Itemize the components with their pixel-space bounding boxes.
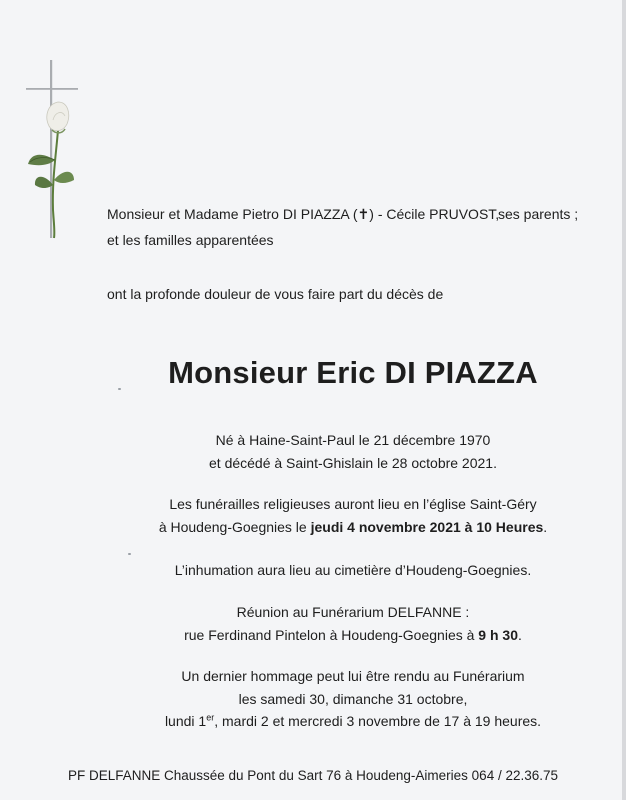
scan-speck (118, 388, 121, 390)
funeral-home-footer: PF DELFANNE Chaussée du Pont du Sart 76 à Houdeng-Aimeries 064 / 22.36.75 (67, 768, 559, 783)
parents-line (107, 206, 499, 223)
latin-cross-icon: ✝ (357, 206, 370, 222)
homage-line-1: Un dernier hommage peut lui être rendu au Funérarium (181, 668, 525, 684)
deceased-name: Monsieur Eric DI PIAZZA (168, 355, 538, 390)
parents-suffix: ) - Cécile PRUVOST, (369, 206, 500, 222)
parents-prefix: Monsieur et Madame Pietro DI PIAZZA ( (107, 206, 358, 222)
homage-line-2: les samedi 30, dimanche 31 octobre, (238, 691, 468, 707)
homage-suffix: , mardi 2 et mercredi 3 novembre de 17 à 19 heures. (214, 713, 542, 729)
parents-role: ses parents ; (498, 206, 579, 222)
meeting-line-1: Réunion au Funérarium DELFANNE : (236, 604, 470, 620)
families-line: et les familles apparentées (107, 232, 274, 248)
homage-line-3 (60, 713, 626, 729)
homage-superscript: er (206, 712, 215, 723)
funeral-prefix: à Houdeng-Goegnies le (158, 519, 311, 535)
meeting-line-2 (60, 627, 626, 643)
meeting-prefix: rue Ferdinand Pintelon à Houdeng-Goegnies à (184, 627, 479, 643)
funeral-suffix: . (543, 519, 548, 535)
funeral-date: jeudi 4 novembre 2021 à 10 Heures (310, 519, 544, 535)
announcement-line: ont la profonde douleur de vous faire part du décès de (107, 286, 444, 302)
cross-with-rose-icon (22, 60, 92, 245)
homage-prefix: lundi 1 (164, 713, 207, 729)
meeting-suffix: . (518, 627, 522, 643)
meeting-time: 9 h 30 (478, 627, 518, 643)
birth-line: Né à Haine-Saint-Paul le 21 décembre 1970 (215, 432, 491, 448)
death-line: et décédé à Saint-Ghislain le 28 octobre 2021. (209, 455, 497, 471)
funeral-line-2 (60, 519, 626, 535)
scan-speck (128, 553, 131, 555)
burial-line: L’inhumation aura lieu au cimetière d’Houdeng-Goegnies. (174, 562, 532, 578)
funeral-line-1: Les funérailles religieuses auront lieu en l’église Saint-Géry (169, 496, 537, 512)
